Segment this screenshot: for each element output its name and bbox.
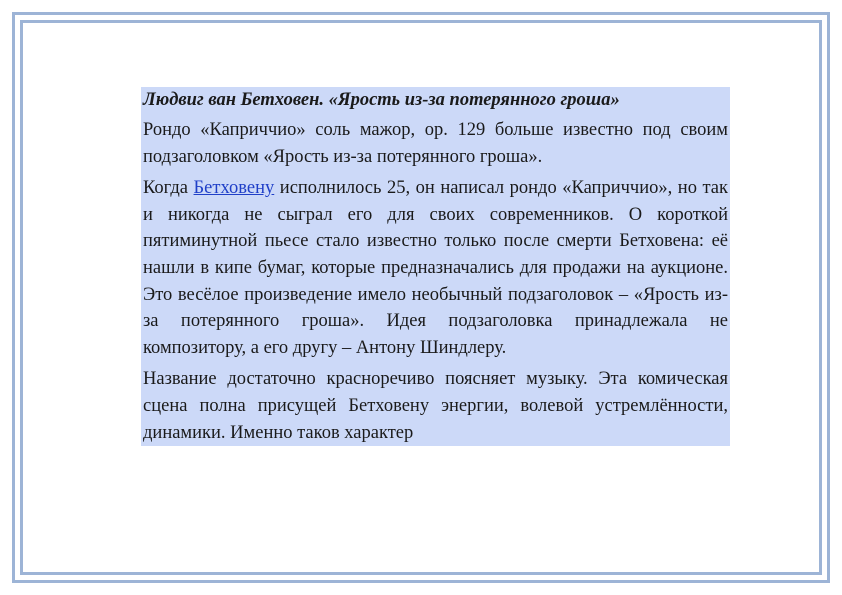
paragraph-1: Рондо «Каприччио» соль мажор, ор. 129 больше известно под своим подзаголовком «Ярость из-за потерянного гроша». xyxy=(143,120,728,167)
paragraph-2 xyxy=(141,175,730,361)
paragraph-2-text: исполнилось 25, он написал рондо «Каприччио», но так и никогда не сыграл его для своих современников. О короткой пятиминутной пьесе стало известно только после смерти Бетховена: её нашли в кипе бумаг, которые предназначались для продажи на аукционе. Это весёлое произведение имело необычный подзаголовок – «Ярость из-за потерянного гроша». Идея подзаголовка принадлежала не композитору, а его другу – Антону Шиндлеру. xyxy=(143,178,729,358)
document-title: Людвиг ван Бетховен. «Ярость из-за потерянного гроша» xyxy=(143,90,620,110)
text-block xyxy=(141,87,730,446)
beethoven-link[interactable]: Бетховену xyxy=(193,178,275,199)
paragraph-2-prefix: Когда xyxy=(143,178,188,199)
paragraph-3: Название достаточно красноречиво поясняет музыку. Эта комическая сцена полна присущей Бетховену энергии, волевой устремлённости, динамики. Именно таков характер xyxy=(143,369,728,443)
